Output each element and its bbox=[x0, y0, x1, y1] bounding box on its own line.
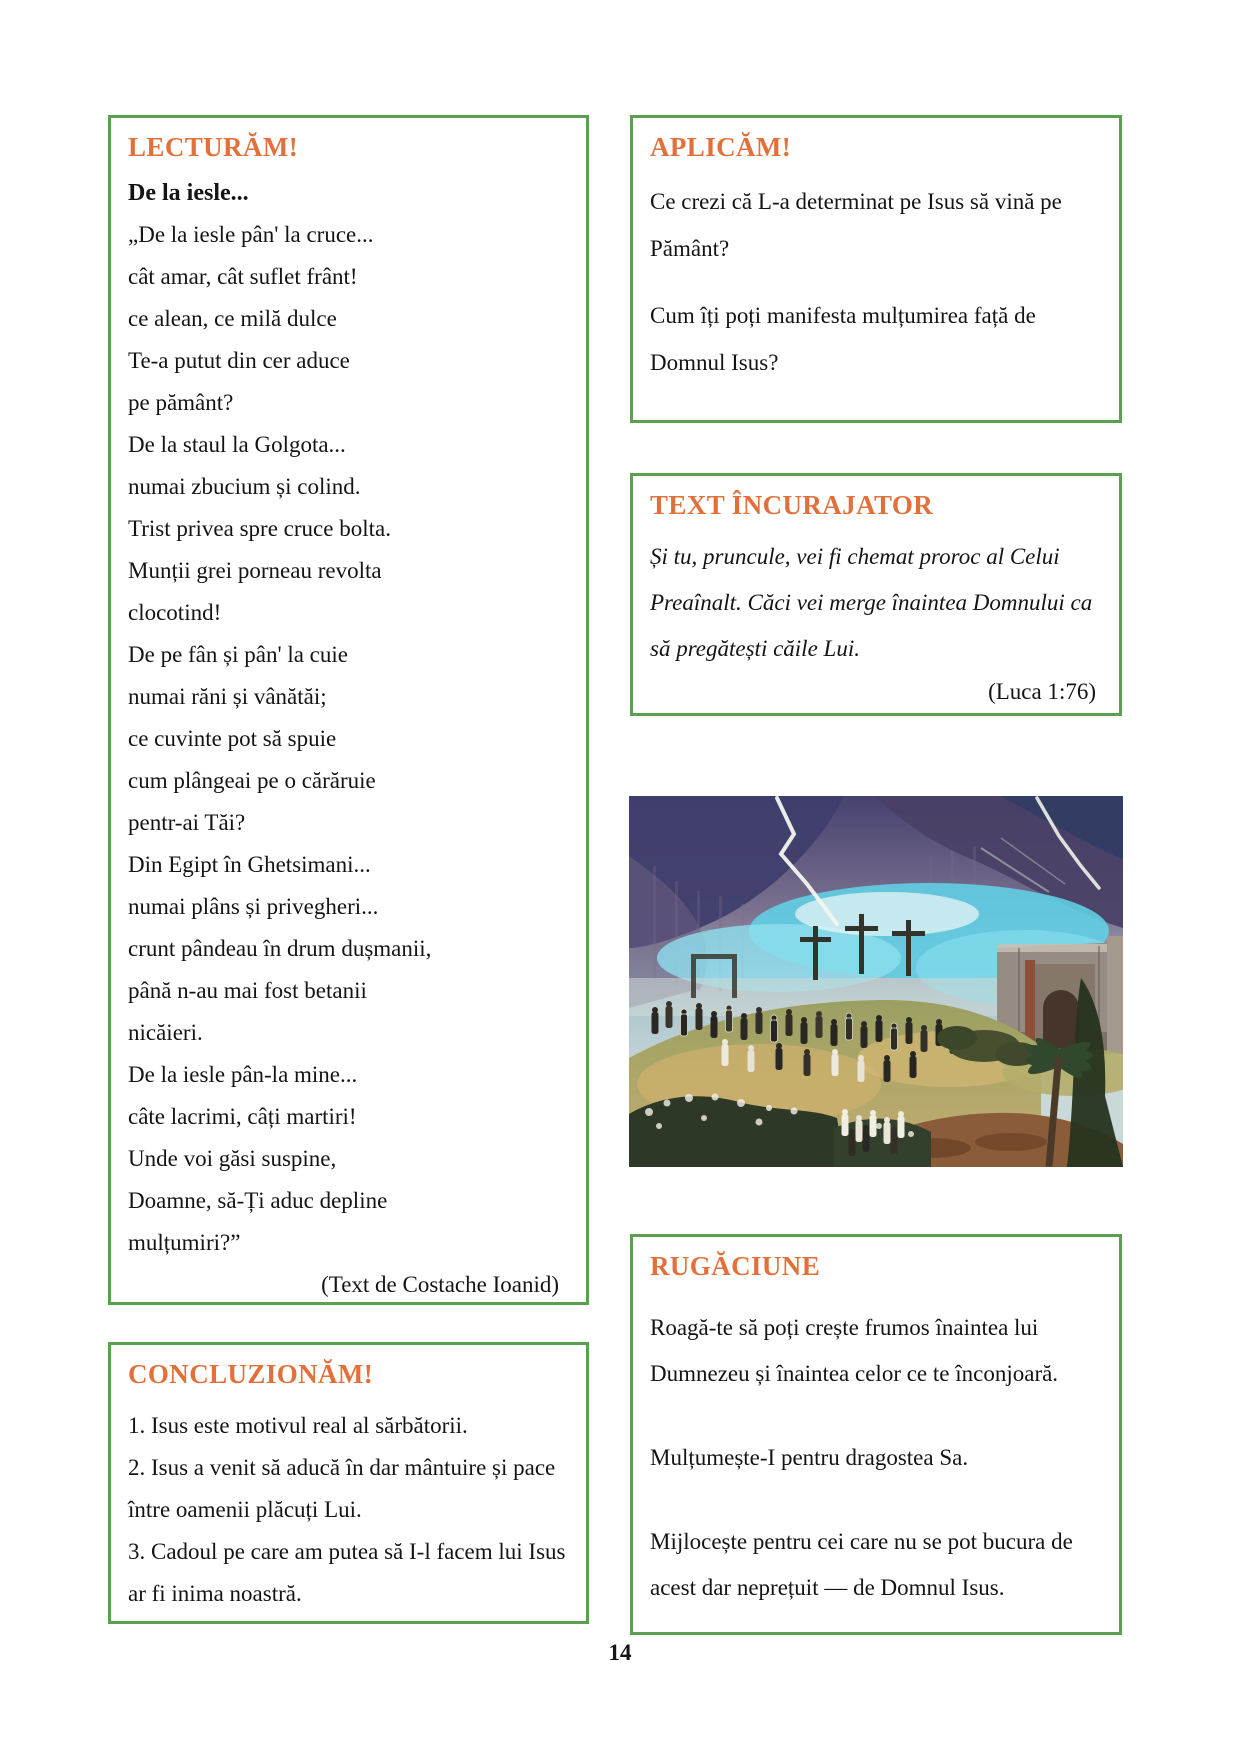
text-incurajator-title: TEXT ÎNCURAJATOR bbox=[650, 490, 934, 520]
poem-attribution: (Text de Costache Ioanid) bbox=[321, 1272, 559, 1297]
poem-line: Te-a putut din cer aduce bbox=[128, 348, 350, 373]
poem-line: numai răni și vânătăi; bbox=[128, 684, 327, 709]
poem-line: mulțumiri?” bbox=[128, 1230, 241, 1255]
concluzionam-box bbox=[108, 1342, 589, 1624]
poem-line: De la staul la Golgota... bbox=[128, 432, 346, 457]
conclusion-item: 1. Isus este motivul real al sărbătorii. bbox=[128, 1413, 468, 1438]
conclusion-item: 3. Cadoul pe care am putea să I-l facem lui Isus ar fi inima noastră. bbox=[128, 1539, 566, 1606]
poem-line: numai plâns și privegheri... bbox=[128, 894, 379, 919]
poem-title: De la iesle... bbox=[128, 180, 249, 206]
text-incurajator-box bbox=[630, 473, 1122, 716]
lecturam-box bbox=[108, 115, 589, 1305]
poem-line: Trist privea spre cruce bolta. bbox=[128, 516, 391, 541]
poem-line: numai zbucium și colind. bbox=[128, 474, 361, 499]
bible-reference: (Luca 1:76) bbox=[988, 679, 1096, 704]
poem-line: câte lacrimi, câți martiri! bbox=[128, 1104, 357, 1129]
application-question: Ce crezi că L-a determinat pe Isus să vină pe Pământ? bbox=[650, 189, 1062, 261]
rugaciune-box bbox=[630, 1234, 1122, 1635]
lecturam-title: LECTURĂM! bbox=[128, 132, 299, 162]
poem-line: nicăieri. bbox=[128, 1020, 203, 1045]
prayer-paragraph: Mulțumește-I pentru dragostea Sa. bbox=[650, 1445, 969, 1470]
poem-line: crunt pândeau în drum dușmanii, bbox=[128, 936, 432, 961]
prayer-paragraph: Mijlocește pentru cei care nu se pot bucura de acest dar neprețuit — de Domnul Isus. bbox=[650, 1529, 1073, 1600]
conclusion-item: 2. Isus a venit să aducă în dar mântuire și pace între oamenii plăcuți Lui. bbox=[128, 1455, 556, 1522]
prayer-paragraph: Roagă-te să poți crește frumos înaintea lui Dumnezeu și înaintea celor ce te înconjoară. bbox=[650, 1315, 1059, 1386]
poem-line: ce cuvinte pot să spuie bbox=[128, 726, 337, 751]
concluzionam-title: CONCLUZIONĂM! bbox=[128, 1359, 374, 1389]
poem-line: „De la iesle pân' la cruce... bbox=[128, 222, 374, 247]
poem-line: De pe fân și pân' la cuie bbox=[128, 642, 348, 667]
poem-line: clocotind! bbox=[128, 600, 222, 625]
golgotha-painting-graphic bbox=[629, 796, 1123, 1167]
poem-line: ce alean, ce milă dulce bbox=[128, 306, 337, 331]
poem-line: Munții grei porneau revolta bbox=[128, 558, 382, 583]
poem bbox=[128, 214, 569, 1264]
poem-line: Doamne, să-Ți aduc depline bbox=[128, 1188, 388, 1213]
poem-line: Unde voi găsi suspine, bbox=[128, 1146, 337, 1171]
poem-line: până n-au mai fost betanii bbox=[128, 978, 367, 1003]
poem-line: cum plângeai pe o cărăruie bbox=[128, 768, 376, 793]
poem-line: Din Egipt în Ghetsimani... bbox=[128, 852, 371, 877]
aplicam-title: APLICĂM! bbox=[650, 132, 792, 162]
poem-line: cât amar, cât suflet frânt! bbox=[128, 264, 358, 289]
illustration-golgotha-painting bbox=[629, 796, 1123, 1167]
poem-line: pe pământ? bbox=[128, 390, 234, 415]
bible-verse: Și tu, pruncule, vei fi chemat proroc al Celui Preaînalt. Căci vei merge înaintea Domnului ca să pregătești căile Lui. bbox=[650, 544, 1093, 661]
poem-line: pentr-ai Tăi? bbox=[128, 810, 246, 835]
rugaciune-title: RUGĂCIUNE bbox=[650, 1251, 821, 1281]
poem-line: De la iesle pân-la mine... bbox=[128, 1062, 358, 1087]
application-question: Cum îți poți manifesta mulțumirea față de Domnul Isus? bbox=[650, 303, 1036, 375]
page-number: 14 bbox=[608, 1640, 632, 1665]
aplicam-box bbox=[630, 115, 1122, 423]
